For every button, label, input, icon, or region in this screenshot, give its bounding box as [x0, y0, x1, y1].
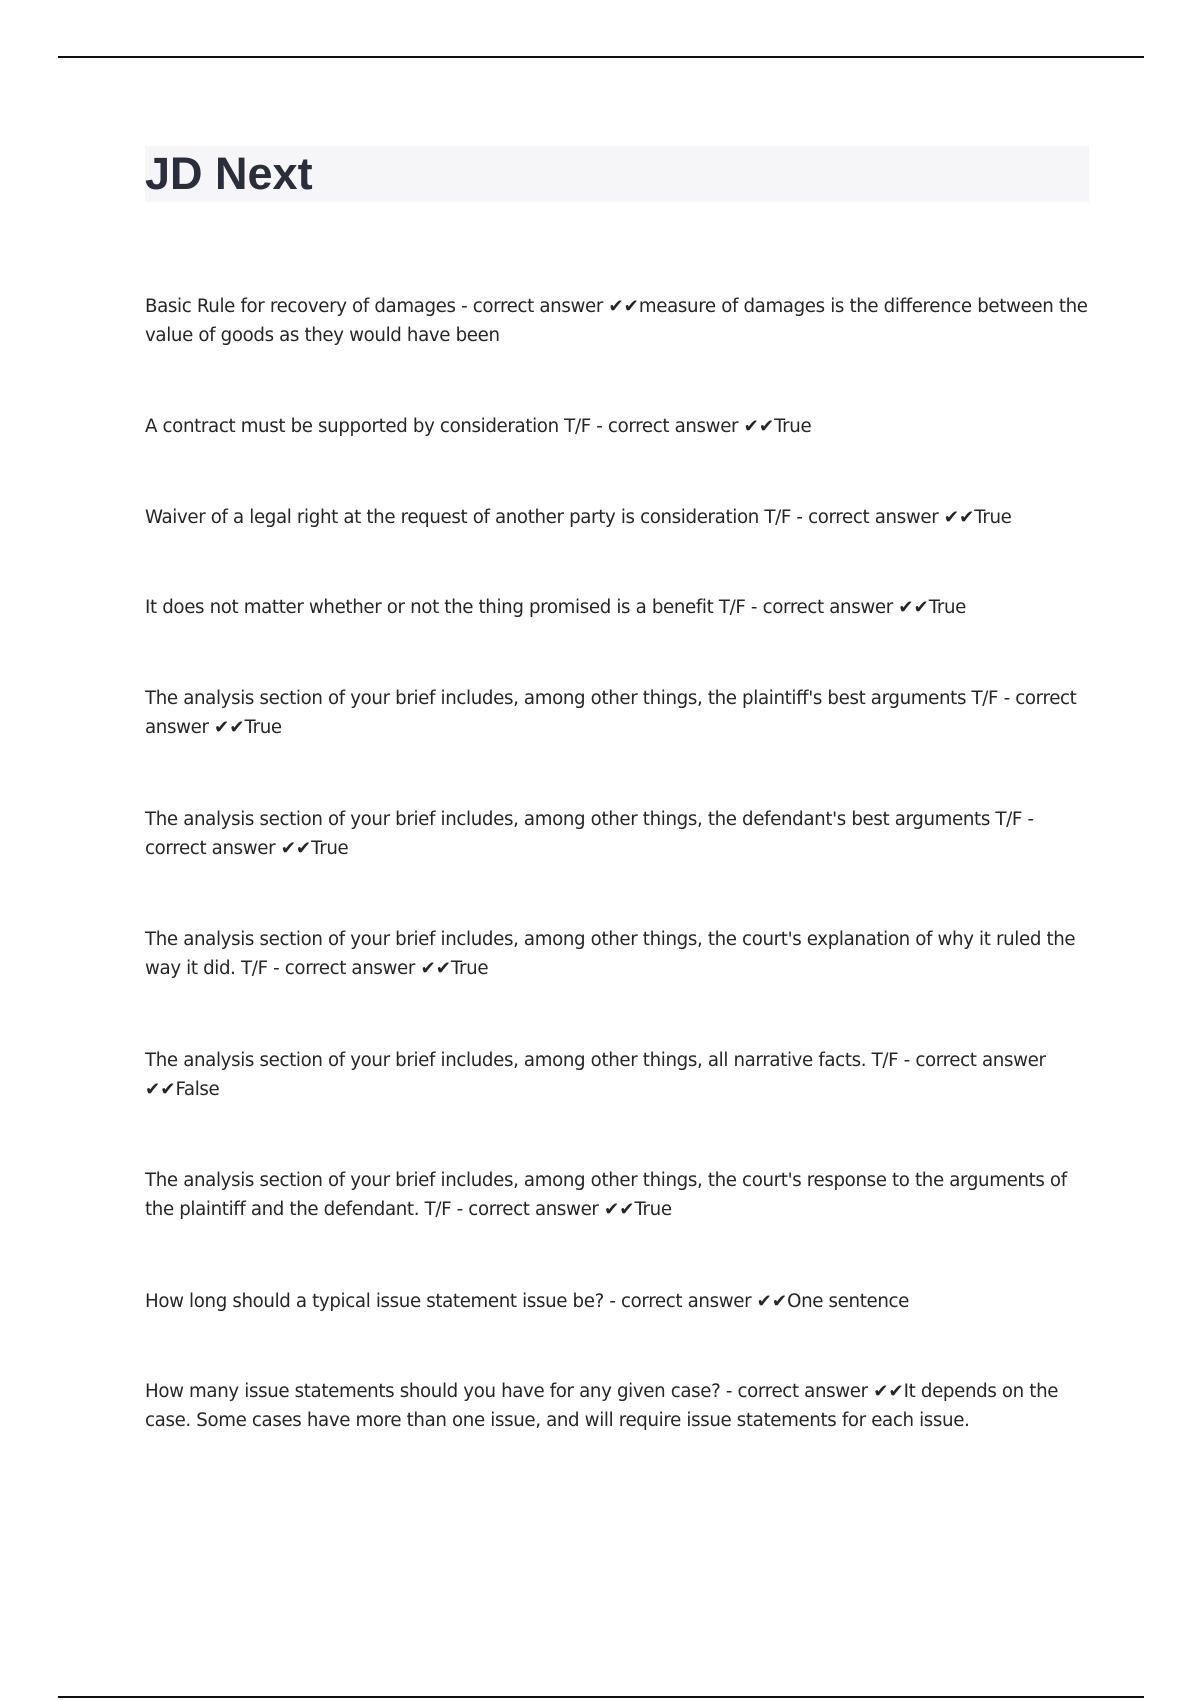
answer-prefix: correct answer [762, 597, 899, 618]
answer-prefix: correct answer [145, 838, 281, 859]
qa-item [145, 412, 1090, 441]
question-text: The analysis section of your brief includes, among other things, the defendant's best arguments T/F [145, 809, 1023, 830]
separator: - [267, 958, 285, 979]
separator: - [455, 296, 473, 317]
double-check-icon: ✔✔ [214, 717, 245, 738]
qa-item [145, 805, 1090, 863]
separator: - [603, 1291, 621, 1312]
answer-prefix: correct answer [472, 296, 609, 317]
answer-prefix: correct answer [620, 1291, 757, 1312]
separator: - [1022, 809, 1040, 830]
double-check-icon: ✔✔ [280, 838, 312, 859]
qa-item [145, 1377, 1090, 1435]
qa-item [145, 593, 1090, 622]
separator: - [720, 1381, 738, 1402]
answer-text: True [928, 597, 966, 618]
answer-text: True [774, 416, 812, 437]
question-text: The analysis section of your brief includes, among other things, the court's explanation of why it ruled the way it did. T/F [145, 929, 1081, 979]
answer-text: It depends on the case. Some cases have more than one issue, and will require issue statements for each issue. [145, 1381, 1064, 1431]
question-text: How many issue statements should you have for any given case? [145, 1381, 721, 1402]
answer-text: True [974, 507, 1012, 528]
answer-prefix: correct answer [915, 1050, 1052, 1071]
double-check-icon: ✔✔ [420, 958, 451, 979]
answer-text: True [244, 717, 282, 738]
question-text: How long should a typical issue statement issue be? [145, 1291, 604, 1312]
qa-item [145, 292, 1094, 350]
answer-text: True [634, 1199, 672, 1220]
answer-prefix: correct answer [145, 688, 1082, 738]
answer-text: False [175, 1079, 220, 1100]
answer-prefix: correct answer [468, 1199, 604, 1220]
answer-prefix: correct answer [607, 416, 744, 437]
double-check-icon: ✔✔ [145, 1079, 176, 1100]
answer-prefix: correct answer [284, 958, 421, 979]
qa-item [145, 1166, 1090, 1224]
separator: - [790, 507, 809, 528]
separator: - [745, 597, 763, 618]
double-check-icon: ✔✔ [608, 296, 639, 317]
question-text: The analysis section of your brief includes, among other things, all narrative facts. T/F [145, 1050, 899, 1071]
double-check-icon: ✔✔ [898, 597, 929, 618]
question-text: Basic Rule for recovery of damages [145, 296, 456, 317]
double-check-icon: ✔✔ [603, 1199, 635, 1220]
question-text: The analysis section of your brief includes, among other things, the court's response to the arguments of the plaintiff and the defendant. T/F [145, 1170, 1073, 1220]
qa-item [145, 1046, 1090, 1104]
double-check-icon: ✔✔ [943, 507, 975, 528]
separator: - [590, 416, 608, 437]
question-text: Waiver of a legal right at the request of another party is consideration T/F [145, 507, 791, 528]
qa-item [145, 925, 1090, 983]
question-text: A contract must be supported by consideration T/F [145, 416, 591, 437]
qa-item [145, 503, 1090, 532]
answer-text: True [450, 958, 489, 979]
question-text: The analysis section of your brief includes, among other things, the plaintiff's best arguments T/F [145, 688, 999, 709]
top-rule [58, 56, 1144, 58]
double-check-icon: ✔✔ [743, 416, 775, 437]
document-title: JD Next [145, 148, 313, 199]
answer-prefix: correct answer [737, 1381, 874, 1402]
double-check-icon: ✔✔ [873, 1381, 904, 1402]
question-text: It does not matter whether or not the thing promised is a benefit T/F [145, 597, 746, 618]
bottom-rule [58, 1696, 1144, 1698]
qa-item [145, 684, 1090, 742]
answer-text: One sentence [787, 1291, 909, 1312]
separator: - [451, 1199, 469, 1220]
separator: - [998, 688, 1016, 709]
answer-prefix: correct answer [808, 507, 944, 528]
double-check-icon: ✔✔ [756, 1291, 788, 1312]
answer-text: measure of damages is the difference between the value of goods as they would have been [145, 296, 1094, 346]
separator: - [898, 1050, 916, 1071]
answer-text: True [311, 838, 349, 859]
qa-item [145, 1287, 1090, 1316]
